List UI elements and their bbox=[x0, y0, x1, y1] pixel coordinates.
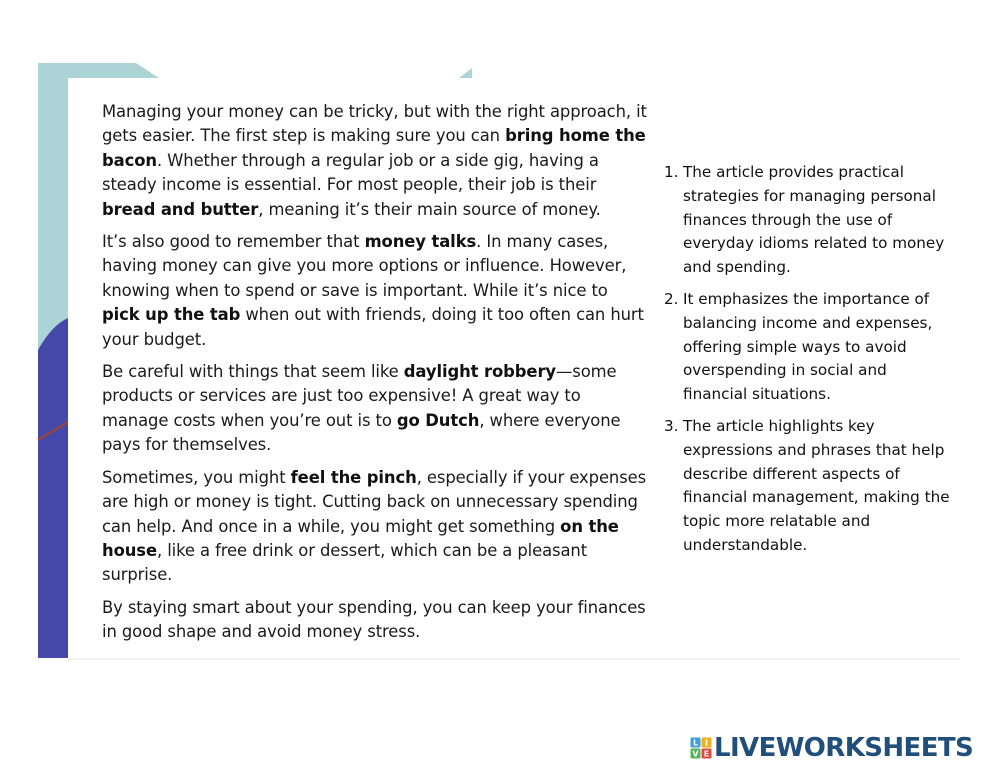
summary-item bbox=[664, 415, 954, 558]
logo-letter: I bbox=[705, 738, 708, 748]
paragraph-text: when out with friends, doing it too often can hurt your budget. bbox=[102, 305, 644, 349]
article-paragraph bbox=[102, 360, 650, 458]
idiom-highlight: money talks bbox=[364, 232, 477, 252]
summary-item-number: 3. bbox=[664, 416, 679, 435]
paragraph-text: , where everyone pays for themselves. bbox=[102, 410, 621, 455]
paragraph-text: Managing your money can be tricky, but with the right approach, it gets easier. The first step is making sure you can bbox=[102, 102, 647, 146]
summary-item-number: 1. bbox=[664, 163, 679, 181]
paragraph-text: . Whether through a regular job or a side gig, having a steady income is essential. For most people, their job is their bbox=[102, 150, 599, 195]
paragraph-text: It’s also good to remember that bbox=[102, 232, 365, 252]
logo-letter: V bbox=[692, 749, 699, 759]
summary-item-number: 2. bbox=[664, 289, 679, 308]
idiom-highlight: daylight robbery bbox=[403, 362, 557, 382]
idiom-highlight: feel the pinch bbox=[290, 467, 417, 487]
indigo-figure-shape bbox=[38, 318, 68, 658]
paragraph-text: Sometimes, you might bbox=[102, 467, 291, 487]
teal-corner-shape bbox=[459, 68, 472, 78]
logo-letter: L bbox=[692, 738, 699, 748]
article-paragraph bbox=[102, 466, 650, 588]
article-paragraph bbox=[102, 596, 650, 645]
idiom-highlight: bring home the bacon bbox=[102, 126, 646, 170]
article-text bbox=[102, 100, 650, 653]
brand-name: LIVEWORKSHEETS bbox=[714, 733, 974, 763]
summary-item bbox=[664, 161, 954, 280]
paragraph-text: , especially if your expenses are high or money is tight. Cutting back on unnecessary spending can help. And once in a while, you might get something bbox=[102, 467, 647, 536]
liveworksheets-logo-icon bbox=[690, 737, 712, 759]
paragraph-text: , like a free drink or dessert, which can be a pleasant surprise. bbox=[102, 540, 588, 585]
summary-item-text: The article highlights key expressions and phrases that help describe different aspects of financial management, making the topic more relatable and understandable. bbox=[683, 416, 950, 554]
article-paragraph bbox=[102, 100, 650, 222]
summary-item bbox=[664, 288, 954, 407]
summary-item-text: The article provides practical strategies for managing personal finances through the use of everyday idioms related to money and spending. bbox=[683, 163, 945, 277]
paragraph-text: , meaning it’s their main source of money. bbox=[258, 199, 601, 219]
paragraph-text: Be careful with things that seem like bbox=[102, 362, 404, 382]
idiom-highlight: on the house bbox=[102, 516, 619, 560]
liveworksheets-branding[interactable] bbox=[690, 732, 973, 764]
paragraph-text: —some products or services are just too expensive! A great way to manage costs when you’re out is to bbox=[102, 362, 617, 430]
logo-letter: E bbox=[703, 749, 710, 759]
idiom-highlight: pick up the tab bbox=[102, 305, 241, 325]
summary-list bbox=[664, 161, 954, 566]
paragraph-text: By staying smart about your spending, you can keep your finances in good shape and avoid money stress. bbox=[102, 597, 646, 642]
paragraph-text: . In many cases, having money can give you more options or influence. However, knowing when to spend or save is important. While it’s nice to bbox=[102, 232, 627, 300]
idiom-highlight: go Dutch bbox=[396, 410, 480, 430]
idiom-highlight: bread and butter bbox=[102, 199, 259, 219]
article-paragraph bbox=[102, 230, 650, 352]
summary-item-text: It emphasizes the importance of balancing income and expenses, offering simple ways to avoid overspending in social and financial situations. bbox=[683, 289, 933, 404]
